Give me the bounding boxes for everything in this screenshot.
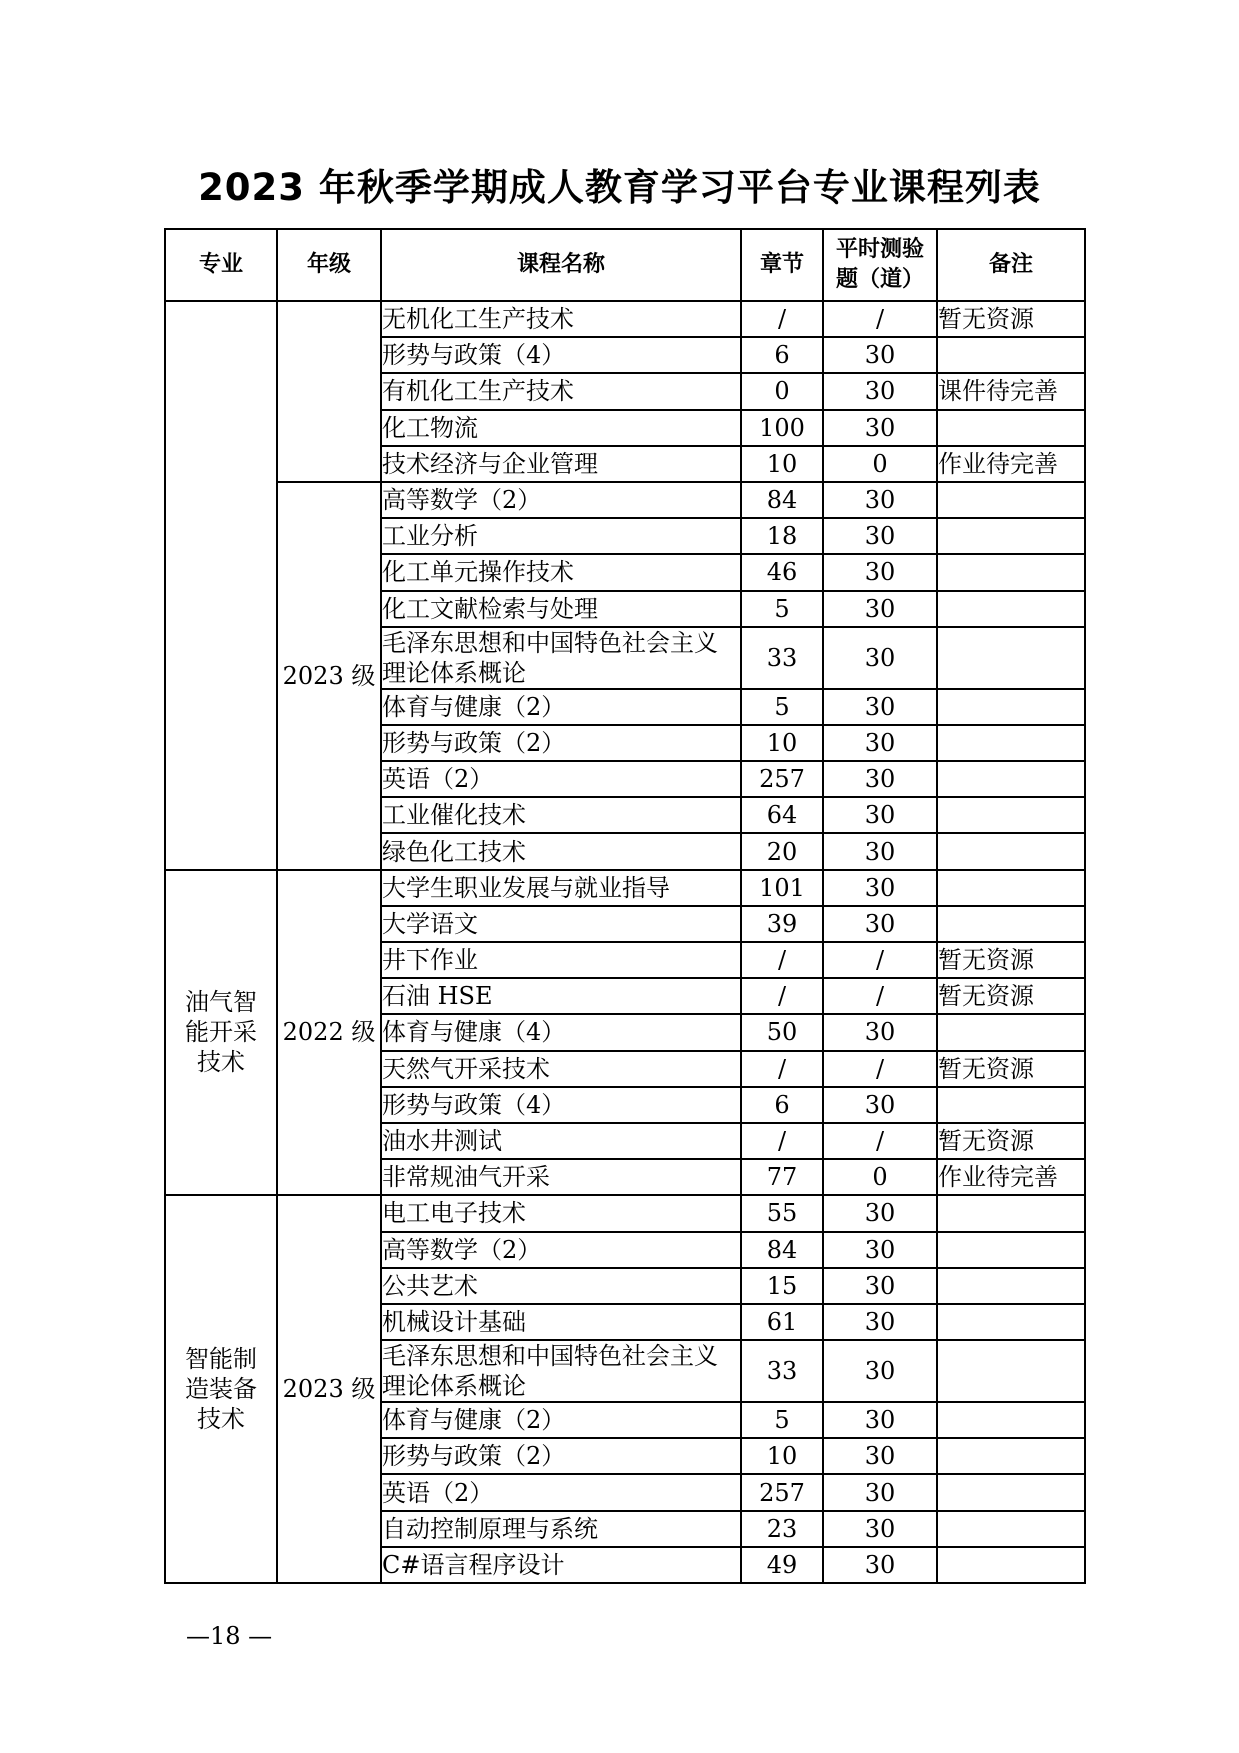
- chapters-cell: 10: [741, 725, 823, 761]
- quiz-cell: 30: [823, 1474, 937, 1510]
- course-name-cell: 电工电子技术: [381, 1195, 741, 1231]
- course-name-cell: 化工单元操作技术: [381, 554, 741, 590]
- chapters-cell: 33: [741, 1340, 823, 1402]
- note-cell: [937, 1340, 1085, 1402]
- note-cell: [937, 906, 1085, 942]
- chapters-cell: 0: [741, 373, 823, 409]
- quiz-cell: 30: [823, 1087, 937, 1123]
- course-name-cell: 工业分析: [381, 518, 741, 554]
- quiz-cell: 30: [823, 1268, 937, 1304]
- quiz-cell: 30: [823, 373, 937, 409]
- quiz-cell: 30: [823, 1547, 937, 1583]
- grade-cell: 2023 级: [277, 482, 381, 870]
- course-name-cell: 绿色化工技术: [381, 833, 741, 869]
- note-cell: [937, 1087, 1085, 1123]
- chapters-cell: 257: [741, 1474, 823, 1510]
- major-line: 技术: [197, 1048, 245, 1077]
- chapters-cell: 46: [741, 554, 823, 590]
- major-cell: [165, 301, 277, 870]
- course-name-cell: 无机化工生产技术: [381, 301, 741, 337]
- chapters-cell: 61: [741, 1304, 823, 1340]
- grade-cell: [277, 301, 381, 482]
- header-note: 备注: [937, 229, 1085, 301]
- header-row: [165, 229, 1085, 301]
- quiz-cell: 30: [823, 725, 937, 761]
- quiz-cell: 30: [823, 1304, 937, 1340]
- page-title: 2023 年秋季学期成人教育学习平台专业课程列表: [198, 166, 1041, 209]
- note-cell: [937, 833, 1085, 869]
- header-quiz: [823, 229, 937, 301]
- note-cell: [937, 482, 1085, 518]
- note-cell: [937, 410, 1085, 446]
- table-body: [165, 301, 1085, 1583]
- header-grade: 年级: [277, 229, 381, 301]
- chapters-cell: 6: [741, 1087, 823, 1123]
- chapters-cell: 49: [741, 1547, 823, 1583]
- chapters-cell: 5: [741, 1402, 823, 1438]
- note-cell: [937, 554, 1085, 590]
- quiz-cell: 30: [823, 833, 937, 869]
- note-cell: 暂无资源: [937, 1123, 1085, 1159]
- note-cell: 课件待完善: [937, 373, 1085, 409]
- course-name-cell: 非常规油气开采: [381, 1159, 741, 1195]
- note-cell: [937, 870, 1085, 906]
- chapters-cell: /: [741, 1051, 823, 1087]
- course-name-cell: 有机化工生产技术: [381, 373, 741, 409]
- quiz-cell: /: [823, 1123, 937, 1159]
- course-name-cell: 工业催化技术: [381, 797, 741, 833]
- note-cell: [937, 627, 1085, 689]
- course-name-cell: 化工物流: [381, 410, 741, 446]
- course-name-cell: 形势与政策（2）: [381, 725, 741, 761]
- course-table: [164, 228, 1086, 1584]
- quiz-cell: 30: [823, 761, 937, 797]
- note-cell: [937, 1438, 1085, 1474]
- note-cell: 暂无资源: [937, 301, 1085, 337]
- grade-cell: 2022 级: [277, 870, 381, 1196]
- quiz-cell: 30: [823, 1511, 937, 1547]
- chapters-cell: 50: [741, 1014, 823, 1050]
- note-cell: [937, 1547, 1085, 1583]
- quiz-cell: 30: [823, 482, 937, 518]
- note-cell: 暂无资源: [937, 942, 1085, 978]
- header-major: 专业: [165, 229, 277, 301]
- note-cell: [937, 591, 1085, 627]
- note-cell: [937, 337, 1085, 373]
- quiz-cell: 30: [823, 689, 937, 725]
- course-name-cell: 毛泽东思想和中国特色社会主义理论体系概论: [381, 627, 741, 689]
- header-quiz-line1: 平时测验: [835, 237, 924, 262]
- course-name-cell: 高等数学（2）: [381, 1232, 741, 1268]
- course-name-cell: 毛泽东思想和中国特色社会主义理论体系概论: [381, 1340, 741, 1402]
- header-quiz-line2: 题（道）: [835, 267, 924, 292]
- course-name-cell: 体育与健康（2）: [381, 689, 741, 725]
- header-course: 课程名称: [381, 229, 741, 301]
- quiz-cell: 30: [823, 337, 937, 373]
- quiz-cell: 0: [823, 1159, 937, 1195]
- course-name-cell: 井下作业: [381, 942, 741, 978]
- major-line: 智能制: [185, 1345, 257, 1374]
- course-name-cell: 大学生职业发展与就业指导: [381, 870, 741, 906]
- chapters-cell: 39: [741, 906, 823, 942]
- quiz-cell: 30: [823, 627, 937, 689]
- course-name-cell: 英语（2）: [381, 1474, 741, 1510]
- note-cell: [937, 1304, 1085, 1340]
- quiz-cell: 30: [823, 1438, 937, 1474]
- chapters-cell: 23: [741, 1511, 823, 1547]
- chapters-cell: 5: [741, 591, 823, 627]
- quiz-cell: 30: [823, 1232, 937, 1268]
- chapters-cell: 20: [741, 833, 823, 869]
- quiz-cell: /: [823, 1051, 937, 1087]
- course-name-cell: 天然气开采技术: [381, 1051, 741, 1087]
- grade-cell: 2023 级: [277, 1195, 381, 1583]
- course-name-cell: 公共艺术: [381, 1268, 741, 1304]
- page-number: —18 —: [186, 1622, 273, 1650]
- course-name-cell: 形势与政策（4）: [381, 337, 741, 373]
- course-name-cell: 体育与健康（4）: [381, 1014, 741, 1050]
- note-cell: [937, 725, 1085, 761]
- chapters-cell: 10: [741, 446, 823, 482]
- chapters-cell: 257: [741, 761, 823, 797]
- chapters-cell: 77: [741, 1159, 823, 1195]
- quiz-cell: /: [823, 942, 937, 978]
- note-cell: [937, 1232, 1085, 1268]
- major-line: 造装备: [185, 1375, 257, 1404]
- course-name-cell: 体育与健康（2）: [381, 1402, 741, 1438]
- chapters-cell: /: [741, 942, 823, 978]
- note-cell: [937, 1402, 1085, 1438]
- course-name-cell: C#语言程序设计: [381, 1547, 741, 1583]
- course-name-cell: 化工文献检索与处理: [381, 591, 741, 627]
- note-cell: [937, 1014, 1085, 1050]
- chapters-cell: 33: [741, 627, 823, 689]
- quiz-cell: 30: [823, 870, 937, 906]
- chapters-cell: /: [741, 978, 823, 1014]
- note-cell: [937, 1474, 1085, 1510]
- chapters-cell: /: [741, 1123, 823, 1159]
- quiz-cell: 30: [823, 591, 937, 627]
- course-name-cell: 机械设计基础: [381, 1304, 741, 1340]
- course-name-cell: 形势与政策（2）: [381, 1438, 741, 1474]
- quiz-cell: /: [823, 301, 937, 337]
- chapters-cell: /: [741, 301, 823, 337]
- chapters-cell: 5: [741, 689, 823, 725]
- quiz-cell: 0: [823, 446, 937, 482]
- course-name-cell: 技术经济与企业管理: [381, 446, 741, 482]
- note-cell: 暂无资源: [937, 978, 1085, 1014]
- quiz-cell: 30: [823, 554, 937, 590]
- chapters-cell: 84: [741, 1232, 823, 1268]
- note-cell: 作业待完善: [937, 1159, 1085, 1195]
- quiz-cell: /: [823, 978, 937, 1014]
- quiz-cell: 30: [823, 410, 937, 446]
- quiz-cell: 30: [823, 906, 937, 942]
- note-cell: [937, 518, 1085, 554]
- note-cell: [937, 689, 1085, 725]
- course-name-cell: 自动控制原理与系统: [381, 1511, 741, 1547]
- chapters-cell: 64: [741, 797, 823, 833]
- note-cell: [937, 1511, 1085, 1547]
- chapters-cell: 101: [741, 870, 823, 906]
- table-row: [165, 482, 1085, 518]
- course-name-cell: 英语（2）: [381, 761, 741, 797]
- chapters-cell: 15: [741, 1268, 823, 1304]
- major-line: 油气智: [185, 988, 257, 1017]
- quiz-cell: 30: [823, 1195, 937, 1231]
- note-cell: [937, 761, 1085, 797]
- major-line: 能开采: [185, 1018, 257, 1047]
- table-row: [165, 301, 1085, 337]
- quiz-cell: 30: [823, 518, 937, 554]
- quiz-cell: 30: [823, 1340, 937, 1402]
- table-row: [165, 1195, 1085, 1231]
- chapters-cell: 100: [741, 410, 823, 446]
- note-cell: 作业待完善: [937, 446, 1085, 482]
- course-name-cell: 油水井测试: [381, 1123, 741, 1159]
- chapters-cell: 84: [741, 482, 823, 518]
- course-name-cell: 石油 HSE: [381, 978, 741, 1014]
- chapters-cell: 18: [741, 518, 823, 554]
- major-cell: [165, 870, 277, 1196]
- quiz-cell: 30: [823, 1014, 937, 1050]
- course-name-cell: 大学语文: [381, 906, 741, 942]
- note-cell: [937, 1268, 1085, 1304]
- course-name-cell: 高等数学（2）: [381, 482, 741, 518]
- chapters-cell: 55: [741, 1195, 823, 1231]
- chapters-cell: 6: [741, 337, 823, 373]
- major-cell: [165, 1195, 277, 1583]
- note-cell: [937, 1195, 1085, 1231]
- major-line: 技术: [197, 1405, 245, 1434]
- note-cell: 暂无资源: [937, 1051, 1085, 1087]
- quiz-cell: 30: [823, 1402, 937, 1438]
- table-row: [165, 870, 1085, 906]
- note-cell: [937, 797, 1085, 833]
- header-chapters: 章节: [741, 229, 823, 301]
- course-name-cell: 形势与政策（4）: [381, 1087, 741, 1123]
- quiz-cell: 30: [823, 797, 937, 833]
- chapters-cell: 10: [741, 1438, 823, 1474]
